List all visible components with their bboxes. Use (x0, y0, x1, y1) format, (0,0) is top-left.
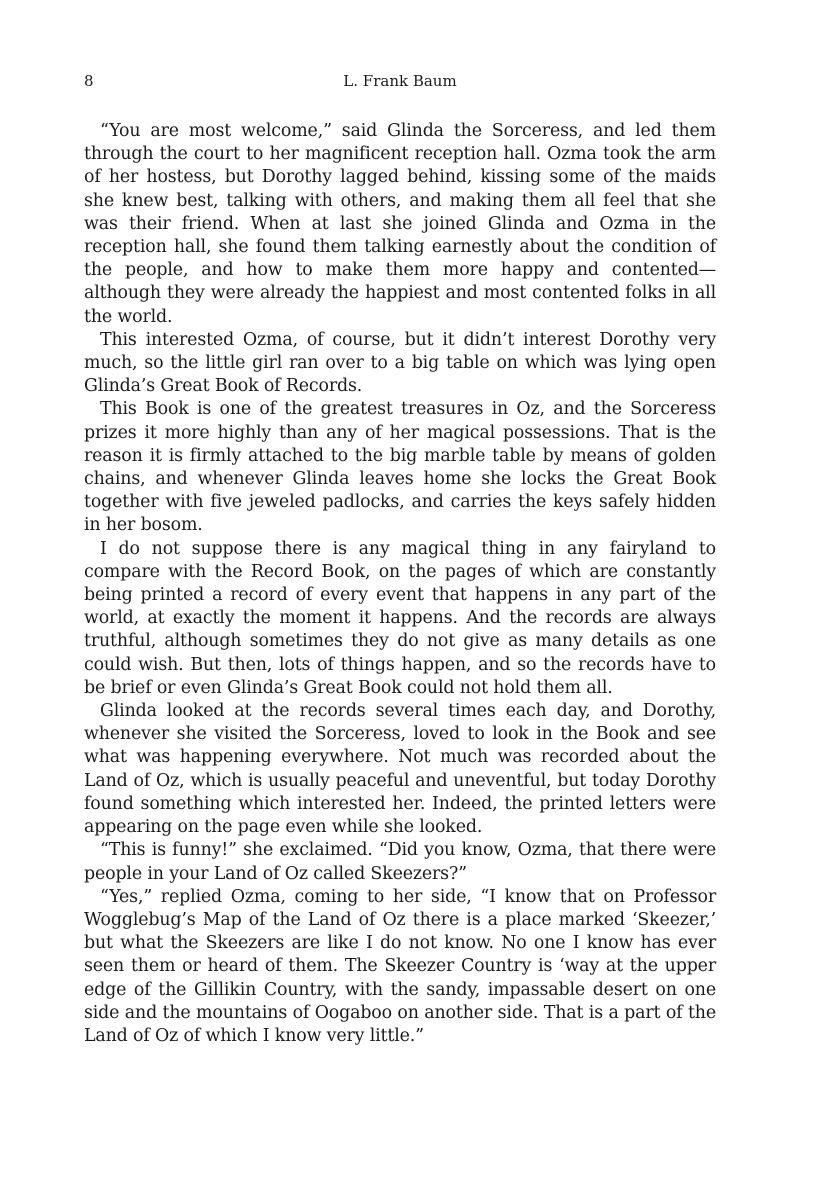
paragraph: Glinda looked at the records several times each day, and Dorothy, whenever she visited the Sorceress, loved to look in the Book and see what was happening everywhere. Not much was recorded about the Land of Oz, which is usually peaceful and uneventful, but today Dorothy found something which interested her. Indeed, the printed letters were appearing on the page even while she looked. (84, 701, 716, 838)
page-number: 8 (84, 72, 94, 90)
paragraph: This interested Ozma, of course, but it didn’t interest Dorothy very much, so the little girl ran over to a big table on which was lying open Glinda’s Great Book of Records. (84, 329, 716, 397)
paragraph: “You are most welcome,” said Glinda the Sorceress, and led them through the court to her magnificent reception hall. Ozma took the arm of her hostess, but Dorothy lagged behind, kissing some of the maids she knew best, talking with others, and making them all feel that she was their friend. When at last she joined Glinda and Ozma in the reception hall, she found them talking earnestly about the condition of the people, and how to make them more happy and contented—although they were already the happiest and most contented folks in all the world. (84, 121, 716, 327)
paragraph: “This is funny!” she exclaimed. “Did you know, Ozma, that there were people in your Land of Oz called Skeezers?” (84, 840, 716, 884)
paragraph: This Book is one of the greatest treasures in Oz, and the Sorceress prizes it more highly than any of her magical possessions. That is the reason it is firmly attached to the big marble table by means of golden chains, and whenever Glinda leaves home she locks the Great Book together with five jeweled padlocks, and carries the keys safely hidden in her bosom. (84, 399, 716, 536)
page-header (84, 72, 716, 94)
paragraph: I do not suppose there is any magical thing in any fairyland to compare with the Record Book, on the pages of which are constantly being printed a record of every event that happens in any part of the world, at exactly the moment it happens. And the records are always truthful, although sometimes they do not give as many details as one could wish. But then, lots of things happen, and so the records have to be brief or even Glinda’s Great Book could not hold them all. (84, 538, 716, 698)
body-text (84, 120, 716, 1048)
paragraph: “Yes,” replied Ozma, coming to her side, “I know that on Professor Wogglebug’s Map of the Land of Oz there is a place marked ‘Skeezer,’ but what the Skeezers are like I do not know. No one I know has ever seen them or heard of them. The Skeezer Country is ‘way at the upper edge of the Gillikin Country, with the sandy, impassable desert on one side and the mountains of Oogaboo on another side. That is a part of the Land of Oz of which I know very little.” (84, 886, 716, 1046)
running-title: L. Frank Baum (343, 72, 457, 90)
